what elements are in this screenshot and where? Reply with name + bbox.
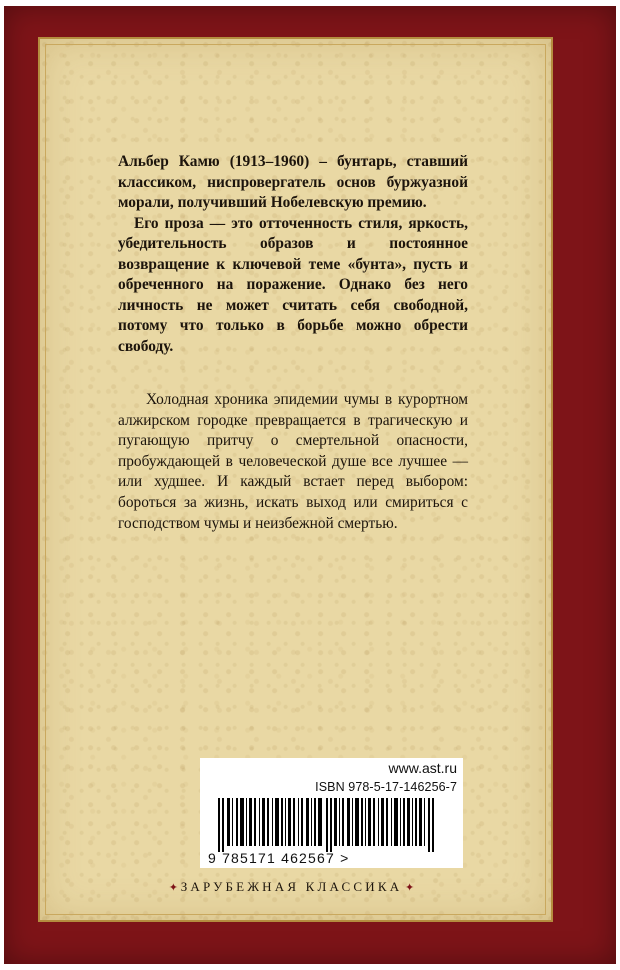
ornament-right-icon: ✦ [402,882,415,894]
book-description-text: Холодная хроника эпидемии чумы в курортном алжирском городке превращается в трагическую и пугающую притчу о смертельной опасности, пробуждающей в человеческой душе все лучшее — или худшее. И каждый встает перед выбором: бороться за жизнь, искать выход или смириться с господством чумы и неизбежной смертью. [118,391,468,532]
author-bio-paragraph-2: Его проза — это отточенность стиля, яркость, убедительность образов и постоянное возвращение к ключевой теме «бунта», пусть и обреченного на поражение. Однако без него личность не может считать себя свободной, потому что только в борьбе можно обрести свободу. [118,214,468,355]
barcode-block [200,758,463,868]
author-bio-paragraph-1: Альбер Камю (1913–1960) – бунтарь, ставший классиком, ниспровергатель основ буржуазной морали, получивший Нобелевскую премию. [118,153,468,211]
book-description [118,390,468,534]
barcode-digits: 9 785171 462567 > [208,850,350,866]
publisher-website: www.ast.ru [388,760,457,776]
series-name: ЗАРУБЕЖНАЯ КЛАССИКА [180,879,403,894]
barcode-icon [218,798,444,852]
series-title [36,879,547,895]
ornament-left-icon: ✦ [168,882,181,894]
isbn-number: ISBN 978-5-17-146256-7 [315,780,457,794]
author-bio [118,152,468,357]
